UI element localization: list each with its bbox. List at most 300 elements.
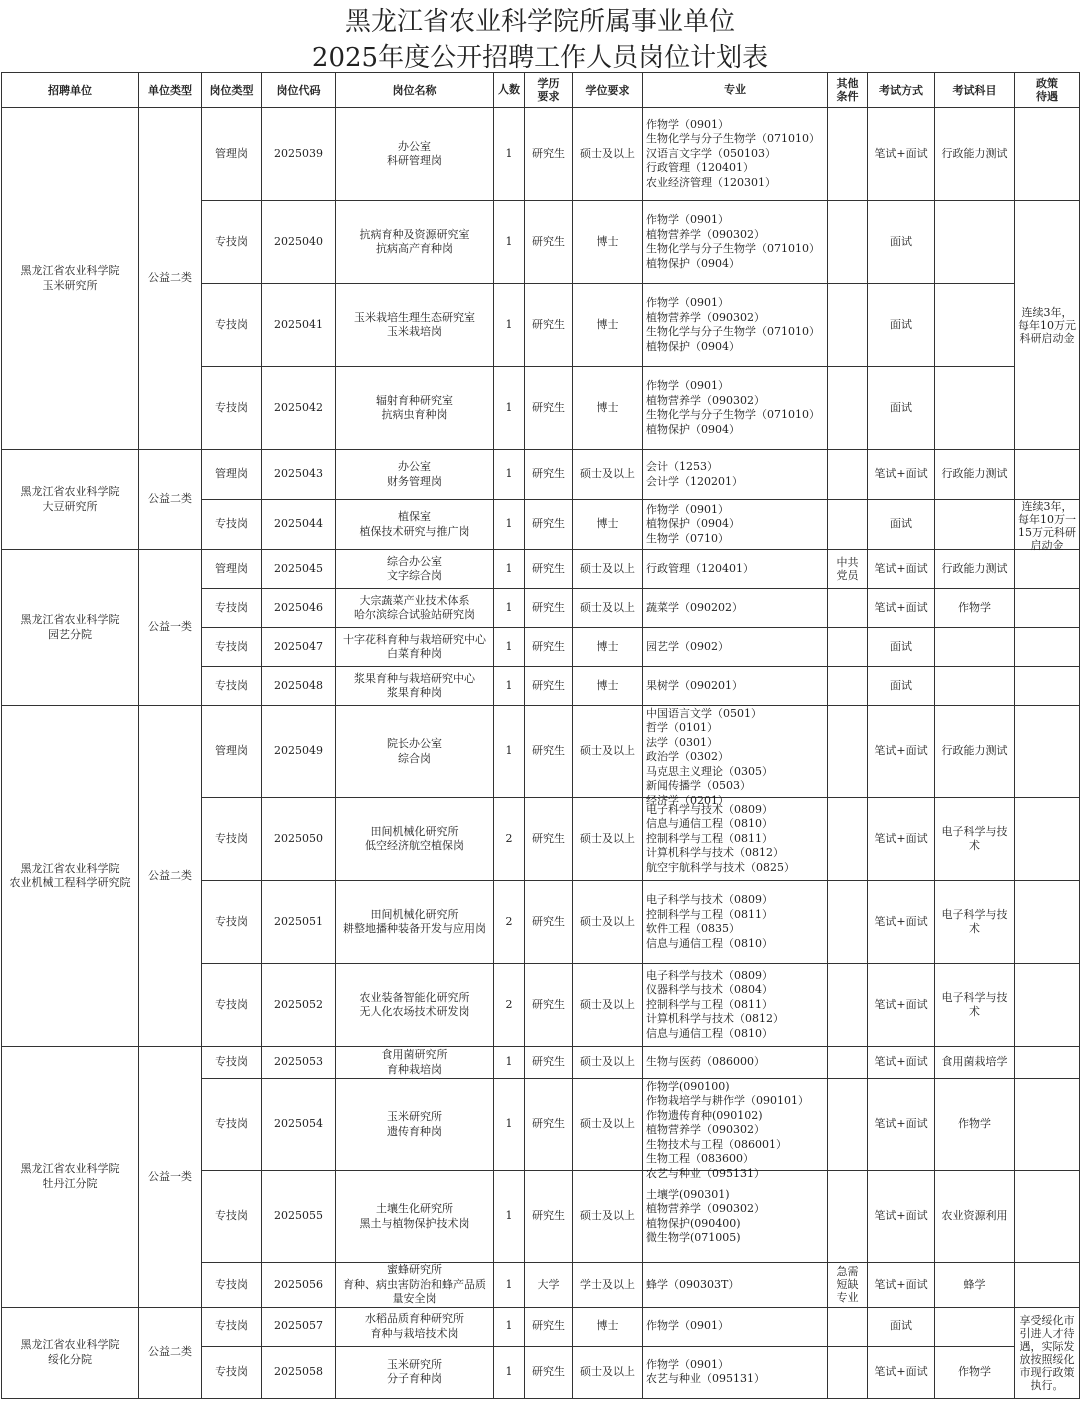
post-code-cell: 2025041 [262,284,336,367]
major-item: 信息与通信工程（0810） [646,817,773,831]
post-type-cell: 专技岗 [202,881,262,964]
table-row [2,108,1080,201]
education-cell: 研究生 [525,1346,573,1398]
exam-subject-cell: 行政能力测试 [935,706,1015,798]
post-type-cell: 专技岗 [202,201,262,284]
post-type-cell: 专技岗 [202,1346,262,1398]
exam-subject-cell: 作物学 [935,1346,1015,1398]
exam-method-cell: 笔试+面试 [868,550,935,589]
education-cell: 研究生 [525,1047,573,1079]
post-type-cell: 专技岗 [202,1307,262,1346]
degree-cell: 硕士及以上 [573,1079,643,1171]
table-row [2,550,1080,589]
major-item: 植物营养学（090302） [646,393,765,407]
exam-subject-cell: 电子科学与技术 [935,964,1015,1047]
post-code-cell: 2025057 [262,1307,336,1346]
major-cell [643,1079,828,1180]
post-code-cell: 2025050 [262,798,336,881]
degree-cell: 硕士及以上 [573,706,643,798]
post-type-cell: 管理岗 [202,550,262,589]
policy-cell: 连续3年， 每年10万一 15万元科研 启动金 [1015,500,1080,550]
education-cell: 研究生 [525,1307,573,1346]
table-body [2,108,1080,1399]
post-type-cell: 专技岗 [202,1079,262,1171]
major-cell [643,798,828,881]
major-item: 生物学（0710） [646,531,729,545]
headcount-cell: 2 [494,798,525,881]
post-code-cell: 2025055 [262,1171,336,1263]
degree-cell: 学士及以上 [573,1263,643,1308]
unit-type-cell: 公益二类 [139,108,202,450]
post-code-cell: 2025047 [262,628,336,667]
major-item: 农艺与种业（095131） [646,1372,765,1385]
major-cell [643,284,828,367]
other-conditions-cell [828,201,868,284]
post-type-cell: 专技岗 [202,964,262,1047]
unit-type-cell: 公益一类 [139,550,202,706]
policy-cell [1015,589,1080,628]
degree-cell: 博士 [573,500,643,550]
post-name-cell: 土壤生化研究所 黑土与植物保护技术岗 [336,1171,494,1263]
column-header: 学位要求 [573,73,643,108]
major-item: 政治学（0302） [646,750,729,763]
major-item: 农艺与种业（095131） [646,1166,765,1180]
policy-cell [1015,1079,1080,1171]
post-name-cell: 田间机械化研究所 低空经济航空植保岗 [336,798,494,881]
post-name-cell: 水稻品质育种研究所 育种与栽培技术岗 [336,1307,494,1346]
education-cell: 研究生 [525,450,573,500]
unit-name-cell: 黑龙江省农业科学院 牡丹江分院 [2,1047,139,1308]
other-conditions-cell [828,284,868,367]
education-cell: 研究生 [525,881,573,964]
other-conditions-cell: 中共 党员 [828,550,868,589]
other-conditions-cell [828,964,868,1047]
major-item: 会计（1253） [646,460,718,473]
major-item: 植物保护(090400) [646,1216,741,1230]
exam-subject-cell [935,1307,1015,1346]
major-item: 农业经济管理（120301） [646,175,776,189]
post-code-cell: 2025054 [262,1079,336,1171]
exam-subject-cell: 行政能力测试 [935,450,1015,500]
exam-subject-cell: 行政能力测试 [935,108,1015,201]
post-code-cell: 2025040 [262,201,336,284]
policy-cell [1015,550,1080,589]
exam-subject-cell [935,284,1015,367]
exam-subject-cell: 食用菌栽培学 [935,1047,1015,1079]
degree-cell: 硕士及以上 [573,798,643,881]
post-code-cell: 2025039 [262,108,336,201]
major-item: 电子科学与技术（0809） [646,802,773,816]
unit-name-cell: 黑龙江省农业科学院 玉米研究所 [2,108,139,450]
exam-subject-cell [935,667,1015,706]
major-cell [643,1346,828,1398]
major-item: 计算机科学与技术（0812） [646,1012,784,1026]
headcount-cell: 1 [494,500,525,550]
degree-cell: 硕士及以上 [573,589,643,628]
headcount-cell: 2 [494,964,525,1047]
degree-cell: 博士 [573,284,643,367]
exam-method-cell: 面试 [868,1307,935,1346]
major-item: 生物化学与分子生物学（071010） [646,325,820,338]
table-row [2,706,1080,798]
column-header: 其他 条件 [828,73,868,108]
major-item: 法学（0301） [646,735,718,749]
other-conditions-cell [828,881,868,964]
unit-name-cell: 黑龙江省农业科学院 园艺分院 [2,550,139,706]
post-type-cell: 专技岗 [202,589,262,628]
exam-subject-cell: 电子科学与技术 [935,798,1015,881]
table-header-row [2,73,1080,108]
major-item: 植物营养学（090302） [646,1123,765,1136]
post-code-cell: 2025046 [262,589,336,628]
exam-subject-cell: 蜂学 [935,1263,1015,1308]
major-cell [643,367,828,450]
other-conditions-cell [828,1079,868,1171]
education-cell: 研究生 [525,1171,573,1263]
major-item: 作物学（0901） [646,213,729,226]
major-item: 作物栽培学与耕作学（090101） [646,1094,809,1107]
major-item: 蜂学（090303T） [646,1277,740,1291]
post-name-cell: 办公室 财务管理岗 [336,450,494,500]
policy-cell [1015,450,1080,500]
post-type-cell: 专技岗 [202,628,262,667]
headcount-cell: 1 [494,108,525,201]
policy-cell [1015,1171,1080,1263]
headcount-cell: 1 [494,201,525,284]
major-item: 微生物学(071005) [646,1231,741,1244]
headcount-cell: 1 [494,706,525,798]
headcount-cell: 1 [494,367,525,450]
major-item: 电子科学与技术（0809） [646,893,773,906]
policy-cell [1015,628,1080,667]
other-conditions-cell [828,628,868,667]
exam-method-cell: 面试 [868,500,935,550]
headcount-cell: 1 [494,589,525,628]
column-header: 考试科目 [935,73,1015,108]
policy-cell [1015,798,1080,881]
column-header: 专业 [643,73,828,108]
exam-method-cell: 笔试+面试 [868,450,935,500]
policy-cell: 享受绥化市 引进人才待 遇，实际发 放按照绥化 市现行政策 执行。 [1015,1307,1080,1398]
other-conditions-cell [828,706,868,798]
major-cell [643,450,828,500]
post-type-cell: 专技岗 [202,1171,262,1263]
post-name-cell: 玉米栽培生理生态研究室 玉米栽培岗 [336,284,494,367]
degree-cell: 硕士及以上 [573,1346,643,1398]
major-cell [643,628,828,667]
post-type-cell: 管理岗 [202,706,262,798]
major-item: 蔬菜学（090202） [646,600,743,614]
column-header: 单位类型 [139,73,202,108]
headcount-cell: 1 [494,1047,525,1079]
post-name-cell: 植保室 植保技术研究与推广岗 [336,500,494,550]
degree-cell: 博士 [573,628,643,667]
post-name-cell: 玉米研究所 分子育种岗 [336,1346,494,1398]
major-cell [643,1307,828,1346]
major-item: 作物学(090100) [646,1079,730,1093]
exam-subject-cell [935,628,1015,667]
post-type-cell: 专技岗 [202,798,262,881]
headcount-cell: 1 [494,550,525,589]
post-code-cell: 2025042 [262,367,336,450]
major-item: 作物学（0901） [646,1357,729,1371]
major-item: 作物学（0901） [646,502,729,516]
post-code-cell: 2025056 [262,1263,336,1308]
major-item: 控制科学与工程（0811） [646,907,773,921]
major-item: 作物学（0901） [646,117,729,131]
major-item: 作物学（0901） [646,1319,729,1333]
unit-type-cell: 公益一类 [139,1047,202,1308]
degree-cell: 硕士及以上 [573,1047,643,1079]
major-item: 植物保护（0904） [646,256,740,270]
post-code-cell: 2025051 [262,881,336,964]
major-item: 作物学（0901） [646,379,729,392]
exam-method-cell: 笔试+面试 [868,1171,935,1263]
exam-subject-cell: 作物学 [935,1079,1015,1171]
major-item: 仪器科学与技术（0804） [646,983,773,997]
column-header: 岗位代码 [262,73,336,108]
major-item: 新闻传播学（0503） [646,779,751,792]
post-type-cell: 管理岗 [202,108,262,201]
major-item: 生物化学与分子生物学（071010） [646,242,820,255]
unit-name-cell: 黑龙江省农业科学院 农业机械工程科学研究院 [2,706,139,1047]
headcount-cell: 1 [494,1171,525,1263]
policy-cell [1015,1263,1080,1308]
table-row [2,450,1080,500]
unit-type-cell: 公益二类 [139,450,202,550]
major-cell [643,881,828,964]
education-cell: 研究生 [525,964,573,1047]
post-code-cell: 2025048 [262,667,336,706]
major-cell [643,667,828,706]
education-cell: 研究生 [525,550,573,589]
policy-cell [1015,881,1080,964]
degree-cell: 博士 [573,667,643,706]
post-type-cell: 专技岗 [202,1263,262,1308]
exam-subject-cell: 作物学 [935,589,1015,628]
other-conditions-cell [828,589,868,628]
major-item: 控制科学与工程（0811） [646,831,773,845]
column-header: 学历 要求 [525,73,573,108]
post-name-cell: 十字花科育种与栽培研究中心 白菜育种岗 [336,628,494,667]
degree-cell: 硕士及以上 [573,450,643,500]
unit-type-cell: 公益二类 [139,1307,202,1398]
exam-method-cell: 笔试+面试 [868,964,935,1047]
headcount-cell: 1 [494,450,525,500]
post-name-cell: 田间机械化研究所 耕整地播种装备开发与应用岗 [336,881,494,964]
major-item: 行政管理（120401） [646,161,754,175]
major-item: 控制科学与工程（0811） [646,997,773,1011]
other-conditions-cell [828,798,868,881]
education-cell: 研究生 [525,108,573,201]
major-cell [643,1263,828,1308]
policy-cell: 连续3年， 每年10万元 科研启动金 [1015,201,1080,450]
major-item: 生物工程（083600） [646,1152,754,1165]
exam-subject-cell: 电子科学与技术 [935,881,1015,964]
exam-method-cell: 面试 [868,667,935,706]
exam-method-cell: 笔试+面试 [868,1047,935,1079]
table-row [2,1307,1080,1346]
headcount-cell: 1 [494,628,525,667]
other-conditions-cell [828,667,868,706]
column-header: 招聘单位 [2,73,139,108]
major-cell [643,201,828,284]
post-name-cell: 辐射育种研究室 抗病虫育种岗 [336,367,494,450]
post-name-cell: 食用菌研究所 育种栽培岗 [336,1047,494,1079]
major-item: 经济学（0201） [646,793,729,807]
column-header: 政策 待遇 [1015,73,1080,108]
post-code-cell: 2025045 [262,550,336,589]
exam-method-cell: 笔试+面试 [868,881,935,964]
post-name-cell: 抗病育种及资源研究室 抗病高产育种岗 [336,201,494,284]
major-item: 信息与通信工程（0810） [646,936,773,950]
exam-subject-cell: 农业资源利用 [935,1171,1015,1263]
exam-method-cell: 笔试+面试 [868,108,935,201]
title-line-2: 2025年度公开招聘工作人员岗位计划表 [311,43,769,73]
major-cell [643,1047,828,1079]
column-header: 岗位名称 [336,73,494,108]
education-cell: 研究生 [525,201,573,284]
major-item: 土壤学(090301) [646,1187,730,1201]
policy-cell [1015,964,1080,1047]
major-item: 植物保护（0904） [646,339,740,353]
post-name-cell: 院长办公室 综合岗 [336,706,494,798]
exam-method-cell: 面试 [868,628,935,667]
headcount-cell: 1 [494,667,525,706]
recruitment-table [1,72,1080,1399]
post-code-cell: 2025052 [262,964,336,1047]
policy-cell [1015,667,1080,706]
major-item: 作物遗传育种(090102) [646,1108,763,1122]
policy-cell [1015,108,1080,201]
title-line-1: 黑龙江省农业科学院所属事业单位 [344,7,735,37]
exam-method-cell: 笔试+面试 [868,706,935,798]
exam-subject-cell [935,201,1015,284]
major-item: 中国语言文学（0501） [646,706,762,720]
post-code-cell: 2025044 [262,500,336,550]
exam-method-cell: 面试 [868,367,935,450]
other-conditions-cell [828,1307,868,1346]
major-item: 生物与医药（086000） [646,1055,765,1069]
major-item: 哲学（0101） [646,721,718,734]
degree-cell: 博士 [573,367,643,450]
post-name-cell: 大宗蔬菜产业技术体系 哈尔滨综合试验站研究岗 [336,589,494,628]
column-header: 岗位类型 [202,73,262,108]
post-code-cell: 2025053 [262,1047,336,1079]
post-type-cell: 管理岗 [202,450,262,500]
education-cell: 研究生 [525,628,573,667]
major-item: 计算机科学与技术（0812） [646,846,784,860]
other-conditions-cell [828,367,868,450]
major-item: 植物保护（0904） [646,422,740,436]
education-cell: 研究生 [525,706,573,798]
education-cell: 研究生 [525,284,573,367]
unit-name-cell: 黑龙江省农业科学院 绥化分院 [2,1307,139,1398]
major-item: 作物学（0901） [646,296,729,309]
degree-cell: 硕士及以上 [573,881,643,964]
education-cell: 研究生 [525,667,573,706]
degree-cell: 博士 [573,1307,643,1346]
other-conditions-cell: 急需 短缺 专业 [828,1263,868,1308]
major-item: 生物化学与分子生物学（071010） [646,132,820,146]
degree-cell: 硕士及以上 [573,964,643,1047]
policy-cell [1015,1047,1080,1079]
other-conditions-cell [828,1047,868,1079]
exam-method-cell: 笔试+面试 [868,589,935,628]
major-item: 生物技术与工程（086001） [646,1137,787,1151]
education-cell: 研究生 [525,589,573,628]
major-item: 植物营养学（090302） [646,1202,765,1215]
other-conditions-cell [828,500,868,550]
exam-method-cell: 笔试+面试 [868,1346,935,1398]
education-cell: 研究生 [525,798,573,881]
education-cell: 研究生 [525,367,573,450]
headcount-cell: 1 [494,1079,525,1171]
major-item: 行政管理（120401） [646,561,754,575]
major-item: 汉语言文字学（050103） [646,146,776,160]
page-title [0,0,1080,72]
education-cell: 研究生 [525,500,573,550]
exam-method-cell: 面试 [868,284,935,367]
major-item: 信息与通信工程（0810） [646,1026,773,1040]
exam-method-cell: 笔试+面试 [868,1079,935,1171]
headcount-cell: 1 [494,1263,525,1308]
other-conditions-cell [828,1171,868,1263]
exam-subject-cell [935,367,1015,450]
column-header: 考试方式 [868,73,935,108]
degree-cell: 硕士及以上 [573,1171,643,1263]
post-name-cell: 办公室 科研管理岗 [336,108,494,201]
education-cell: 大学 [525,1263,573,1308]
major-cell [643,550,828,589]
major-item: 植物营养学（090302） [646,227,765,241]
major-item: 园艺学（0902） [646,639,729,653]
major-cell [643,108,828,201]
degree-cell: 硕士及以上 [573,108,643,201]
major-cell [643,589,828,628]
headcount-cell: 1 [494,1346,525,1398]
major-item: 马克思主义理论（0305） [646,764,773,778]
exam-method-cell: 面试 [868,201,935,284]
headcount-cell: 1 [494,284,525,367]
post-name-cell: 蜜蜂研究所 育种、病虫害防治和蜂产品质 量安全岗 [336,1263,494,1308]
headcount-cell: 2 [494,881,525,964]
post-type-cell: 专技岗 [202,284,262,367]
major-cell [643,706,828,807]
post-name-cell: 综合办公室 文字综合岗 [336,550,494,589]
other-conditions-cell [828,108,868,201]
other-conditions-cell [828,450,868,500]
post-code-cell: 2025058 [262,1346,336,1398]
education-cell: 研究生 [525,1079,573,1171]
post-name-cell: 农业装备智能化研究所 无人化农场技术研发岗 [336,964,494,1047]
policy-cell [1015,706,1080,798]
major-item: 会计学（120201） [646,474,743,488]
table-row [2,1047,1080,1079]
column-header: 人数 [494,73,525,108]
exam-subject-cell: 行政能力测试 [935,550,1015,589]
post-name-cell: 玉米研究所 遗传育种岗 [336,1079,494,1171]
post-type-cell: 专技岗 [202,667,262,706]
post-name-cell: 浆果育种与栽培研究中心 浆果育种岗 [336,667,494,706]
exam-subject-cell [935,500,1015,550]
major-cell [643,964,828,1047]
major-item: 航空宇航科学与技术（0825） [646,860,795,874]
other-conditions-cell [828,1346,868,1398]
major-cell [643,500,828,550]
major-item: 植物营养学（090302） [646,310,765,324]
post-code-cell: 2025049 [262,706,336,798]
